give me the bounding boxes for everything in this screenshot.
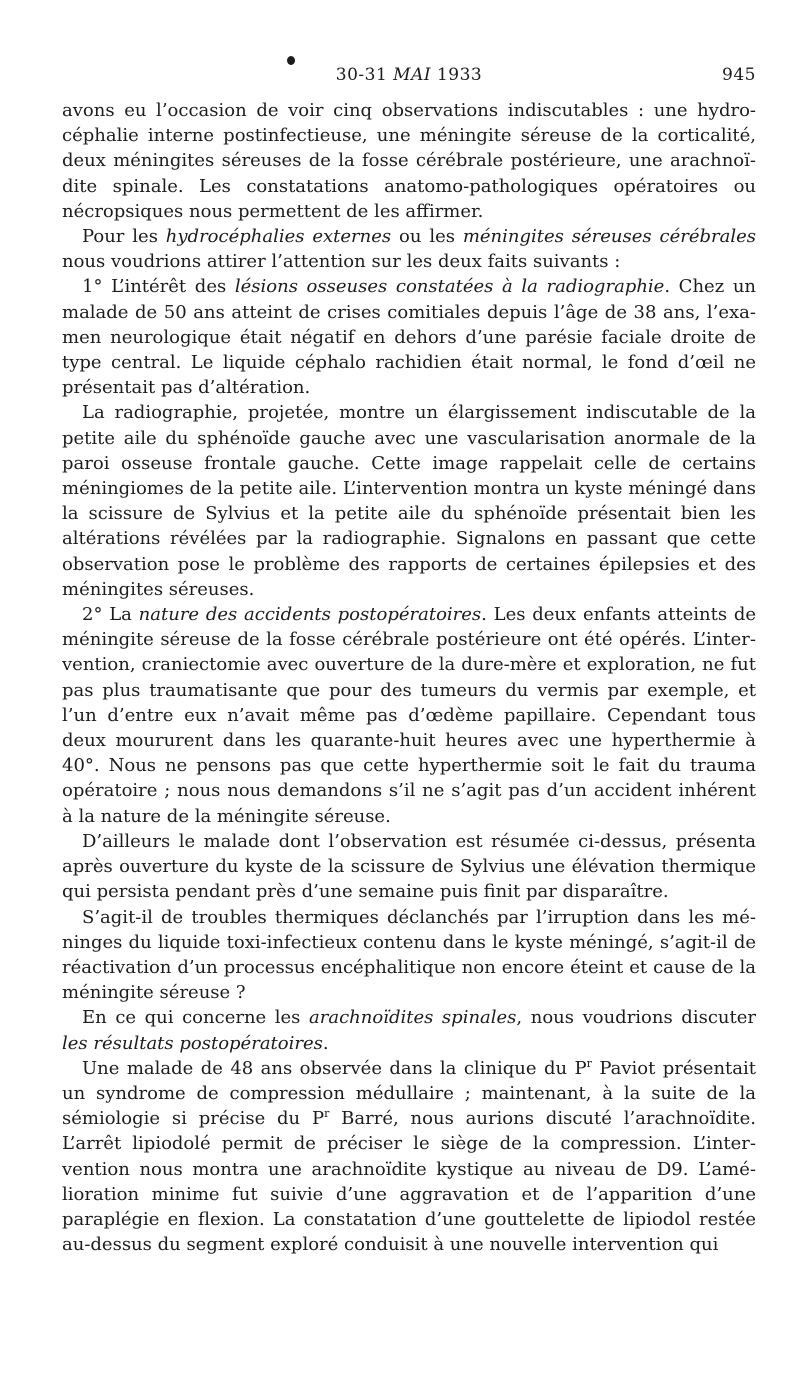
paragraph-1: avons eu l’occasion de voir cinq observations indiscutables : une hydrocéphalie interne postinfectieuse, une méningite séreuse de la corticalité, deux méningites séreuses de la fosse cérébrale postérieure, une arachnoïdite spinale. Les constatations anatomo-pathologiques opératoires ou nécropsiques nous permettent de les affirmer. — [62, 100, 756, 222]
paragraph-6: D’ailleurs le malade dont l’observation est résumée ci-dessus, présenta après ouverture du kyste de la scissure de Sylvius une élévation thermique qui persista pendant près d’une semaine puis finit par disparaître. — [62, 830, 756, 903]
paragraph-9: Une malade de 48 ans observée dans la clinique du $P^r$ Paviot présentait un syndrome de compression médullaire ; maintenant, à la suite de la sémiologie si précise du $P^r$ Barré, nous aurions discuté l’arachnoïdite. L’arrêt lipiodolé permit de préciser le siège de la compression. L’intervention nous montra une arachnoïdite kystique au niveau de D9. L’amélioration minime fut suivie d’une aggravation et de l’apparition d’une paraplégie en flexion. La constatation d’une gouttelette de lipiodol restée au-dessus du segment exploré conduisit à une nouvelle intervention qui — [62, 1056, 756, 1256]
running-header — [62, 62, 756, 88]
paragraph-5: 2° La nature des accidents postopératoires. Les deux enfants atteints de méningite séreuse de la fosse cérébrale postérieure ont été opérés. L’intervention, craniectomie avec ouverture de la dure-mère et exploration, ne fut pas plus traumatisante que pour des tumeurs du vermis par exemple, et l’un d’entre eux n’avait même pas d’œdème papillaire. Cependant tous deux moururent dans les quarante-huit heures avec une hyperthermie à 40°. Nous ne pensons pas que cette hyperthermie soit le fait du trauma opératoire ; nous nous demandons s’il ne s’agit pas d’un accident inhérent à la nature de la méningite séreuse. — [62, 604, 757, 827]
header-date: 30-31 MAI 1933 — [335, 65, 483, 85]
paragraph-8: En ce qui concerne les arachnoïdites spinales, nous voudrions discuter les résultats postopératoires. — [62, 1007, 756, 1054]
paragraph-3: 1° L’intérêt des lésions osseuses constatées à la radiographie. Chez un malade de 50 ans atteint de crises comitiales depuis l’âge de 38 ans, l’examen neurologique était négatif en dehors d’une parésie faciale droite de type central. Le liquide céphalo rachidien était normal, le fond d’œil ne présentait pas d’altération. — [62, 276, 757, 399]
paragraph-4: La radiographie, projetée, montre un élargissement indiscutable de la petite aile du sphénoïde gauche avec une vascularisation anormale de la paroi osseuse frontale gauche. Cette image rappelait celle de certains méningiomes de la petite aile. L’intervention montra un kyste méningé dans la scissure de Sylvius et la petite aile du sphénoïde présentait bien les altérations révélées par la radiographie. Signalons en passant que cette observation pose le problème des rapports de certaines épilepsies et des méningites séreuses. — [62, 402, 756, 600]
body-text — [62, 98, 756, 1257]
paragraph-7: S’agit-il de troubles thermiques déclanchés par l’irruption dans les méninges du liquide toxi-infectieux contenu dans le kyste méningé, s’agit-il de réactivation d’un processus encéphalitique non encore éteint et cause de la méningite séreuse ? — [62, 906, 756, 1004]
page-number: 945 — [722, 65, 756, 85]
paragraph-2: Pour les hydrocéphalies externes ou les méningites séreuses cérébrales nous voudrions attirer l’attention sur les deux faits suivants : — [62, 226, 756, 273]
